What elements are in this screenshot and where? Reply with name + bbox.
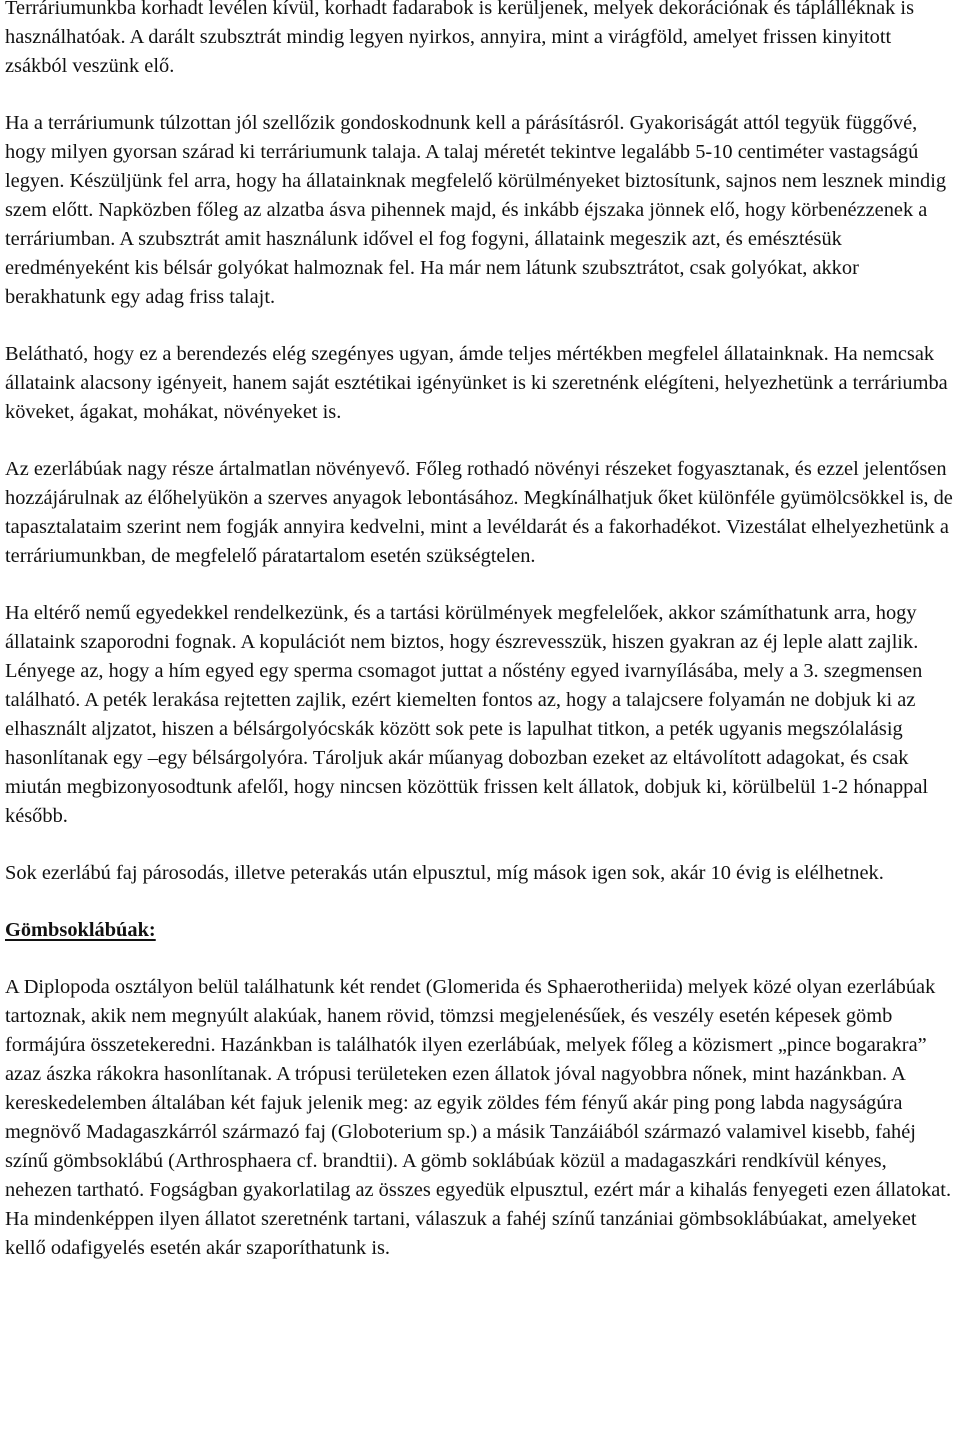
paragraph-humidity-and-substrate: Ha a terráriumunk túlzottan jól szellőzik gondoskodnunk kell a párásításról. Gyakoriságát attól tegyük függővé, hogy milyen gyorsan szárad ki terráriumunk talaja. A talaj méretét tekintve legalább 5-10 centiméter vastagságú legyen. Készüljünk fel arra, hogy ha állatainknak megfelelő körülményeket biztosítunk, sajnos nem lesznek mindig szem előtt. Napközben főleg az alzatba ásva pihennek majd, és inkább éjszaka jönnek elő, hogy körbenézzenek a terráriumban. A szubsztrát amit használunk idővel el fog fogyni, állataink megeszik azt, és emésztésük eredményeként kis bélsár golyókat halmoznak fel. Ha már nem látunk szubsztrátot, csak golyókat, akkor berakhatunk egy adag friss talajt.: [5, 112, 947, 308]
document-page: [5, 0, 957, 1291]
paragraph-terrarium-decor: Terráriumunkba korhadt levélen kívül, korhadt fadarabok is kerüljenek, melyek dekorációnak és táplálléknak is használhatóak. A darált szubsztrát mindig legyen nyirkos, annyira, mint a virágföld, amelyet frissen kinyitott zsákból veszünk elő.: [5, 0, 915, 77]
paragraph-lifespan: Sok ezerlábú faj párosodás, illetve peterakás után elpusztul, míg mások igen sok, akár 10 évig is elélhetnek.: [5, 862, 884, 884]
paragraph-aesthetic-setup: Belátható, hogy ez a berendezés elég szegényes ugyan, ámde teljes mértékben megfelel állatainknak. Ha nemcsak állataink alacsony igényeit, hanem saját esztétikai igényünket is ki szeretnénk elégíteni, helyezhetünk a terráriumba köveket, ágakat, mohákat, növényeket is.: [5, 343, 948, 423]
section-heading-gombsoklabuak: Gömbsoklábúak:: [5, 919, 156, 941]
paragraph-breeding: Ha eltérő nemű egyedekkel rendelkezünk, és a tartási körülmények megfelelőek, akkor számíthatunk arra, hogy állataink szaporodni fognak. A kopulációt nem biztos, hogy észrevesszük, hiszen gyakran az éj leple alatt zajlik. Lényege az, hogy a hím egyed egy sperma csomagot juttat a nőstény egyed ivarnyílásába, mely a 3. szegmensen található. A peték lerakása rejtetten zajlik, ezért kiemelten fontos az, hogy a talajcsere folyamán ne dobjuk ki az elhasznált aljzatot, hiszen a bélsárgolyócskák között sok pete is lapulhat titkon, a peték ugyanis megszólalásig hasonlítanak egy –egy bélsárgolyóra. Tároljuk akár műanyag dobozban ezeket az eltávolított adagokat, és csak miután megbizonyosodtunk afelől, hogy nincsen közöttük frissen kelt állatok, dobjuk ki, körülbelül 1-2 hónappal később.: [5, 602, 929, 827]
paragraph-gombsoklabuak-description: A Diplopoda osztályon belül találhatunk két rendet (Glomerida és Sphaerotheriida) melyek közé olyan ezerlábúak tartoznak, akik nem megnyúlt alakúak, hanem rövid, tömzsi megjelenésűek, és veszély esetén képesek gömb formájúra összetekeredni. Hazánkban is találhatók ilyen ezerlábúak, melyek főleg a közismert „pince bogarakra” azaz ászka rákokra hasonlítanak. A trópusi területeken ezen állatok jóval nagyobbra nőnek, mint hazánkban. A kereskedelemben általában két fajuk jelenik meg: az egyik zöldes fém fényű akár ping pong labda nagyságúra megnövő Madagaszkárról származó faj (Globoterium sp.) a másik Tanzáiából származó valamivel kisebb, fahéj színű gömbsoklábú (Arthrosphaera cf. brandtii). A gömb soklábúak közül a madagaszkári rendkívül kényes, nehezen tartható. Fogságban gyakorlatilag az összes egyedük elpusztul, ezért már a kihalás fenyegeti ezen állatokat. Ha mindenképpen ilyen állatot szeretnénk tartani, válaszuk a fahéj színű tanzániai gömbsoklábúakat, amelyeket kellő odafigyelés esetén akár szaporíthatunk is.: [5, 976, 952, 1259]
paragraph-feeding: Az ezerlábúak nagy része ártalmatlan növényevő. Főleg rothadó növényi részeket fogyasztanak, és ezzel jelentősen hozzájárulnak az élőhelyükön a szerves anyagok lebontásához. Megkínálhatjuk őket különféle gyümölcsökkel is, de tapasztalataim szerint nem fogják annyira kedvelni, mint a levéldarát és a fakorhadékot. Vizestálat elhelyezhetünk a terráriumunkban, de megfelelő páratartalom esetén szükségtelen.: [5, 458, 953, 567]
